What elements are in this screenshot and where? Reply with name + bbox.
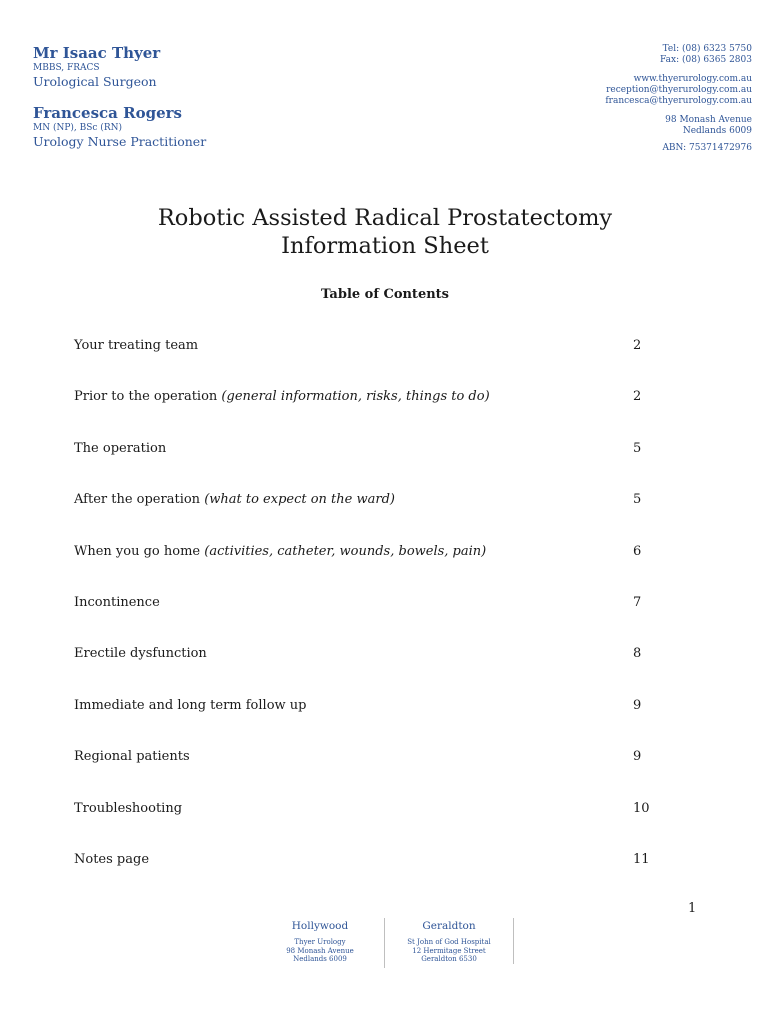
toc-entry-label: Incontinence xyxy=(74,594,160,610)
toc-entry[interactable] xyxy=(74,746,654,797)
toc-entry-label: Regional patients xyxy=(74,749,190,765)
contact-address-line1: 98 Monash Avenue xyxy=(665,115,752,125)
toc-entry-label: When you go home (activities, catheter, wounds, bowels, pain) xyxy=(74,543,487,559)
toc-entry-page: 5 xyxy=(633,440,642,456)
toc-entry[interactable] xyxy=(74,489,654,540)
toc-entry-page: 6 xyxy=(633,543,642,559)
contact-tel: Tel: (08) 6323 5750 xyxy=(662,44,752,54)
surgeon-name: Mr Isaac Thyer xyxy=(33,44,161,62)
toc-entry-page: 10 xyxy=(633,800,650,816)
surgeon-credentials: MBBS, FRACS xyxy=(33,63,100,73)
nurse-role: Urology Nurse Practitioner xyxy=(33,134,207,149)
table-of-contents xyxy=(74,335,654,900)
toc-entry-page: 7 xyxy=(633,594,642,610)
toc-entry-page: 2 xyxy=(633,389,642,405)
header-practitioners xyxy=(33,44,333,150)
toc-entry-label: Troubleshooting xyxy=(74,800,183,816)
toc-heading: Table of Contents xyxy=(321,287,449,302)
toc-entry-label: Erectile dysfunction xyxy=(74,646,207,662)
nurse-name: Francesca Rogers xyxy=(33,104,182,122)
toc-entry-label: Prior to the operation (general information, risks, things to do) xyxy=(74,389,490,405)
toc-entry[interactable] xyxy=(74,438,654,489)
surgeon-role: Urological Surgeon xyxy=(33,74,157,89)
location-name: Geraldton xyxy=(422,920,476,932)
toc-entry-page: 9 xyxy=(633,749,642,765)
toc-entry[interactable] xyxy=(74,386,654,437)
toc-entry[interactable] xyxy=(74,541,654,592)
location-name: Hollywood xyxy=(291,920,349,932)
toc-entry-label: Notes page xyxy=(74,851,150,867)
location-address: Thyer Urology 98 Monash Avenue Nedlands 6009 xyxy=(286,938,354,963)
toc-entry[interactable] xyxy=(74,695,654,746)
contact-website[interactable]: www.thyerurology.com.au xyxy=(633,74,752,84)
toc-entry-label: Your treating team xyxy=(74,338,199,353)
toc-entry[interactable] xyxy=(74,849,654,900)
title-line-1: Robotic Assisted Radical Prostatectomy xyxy=(157,205,613,231)
toc-entry[interactable] xyxy=(74,798,654,849)
contact-email-reception[interactable]: reception@thyerurology.com.au xyxy=(606,85,752,95)
toc-entry-page: 8 xyxy=(633,646,642,662)
footer-divider xyxy=(513,918,514,964)
contact-email-francesca[interactable]: francesca@thyerurology.com.au xyxy=(605,96,752,106)
contact-abn: ABN: 75371472976 xyxy=(662,143,752,153)
location-address: St John of God Hospital 12 Hermitage Street Geraldton 6530 xyxy=(407,938,491,963)
toc-entry-page: 9 xyxy=(633,697,642,713)
footer-location-hollywood xyxy=(256,918,385,968)
toc-entry-label: Immediate and long term follow up xyxy=(74,697,307,713)
nurse-credentials: MN (NP), BSc (RN) xyxy=(33,123,122,133)
document-title xyxy=(0,204,770,260)
contact-address-line2: Nedlands 6009 xyxy=(682,126,752,136)
toc-entry[interactable] xyxy=(74,335,654,386)
footer-locations xyxy=(256,918,514,968)
header-contact xyxy=(432,44,752,154)
toc-entry-label: After the operation (what to expect on the ward) xyxy=(74,492,395,508)
contact-fax: Fax: (08) 6365 2803 xyxy=(660,55,752,65)
toc-entry[interactable] xyxy=(74,592,654,643)
toc-entry-page: 2 xyxy=(633,338,642,353)
footer-location-geraldton xyxy=(385,918,513,968)
page-number: 1 xyxy=(688,901,697,916)
toc-entry-page: 11 xyxy=(633,851,650,867)
title-line-2: Information Sheet xyxy=(281,233,489,259)
toc-entry-label: The operation xyxy=(74,440,167,456)
toc-entry[interactable] xyxy=(74,643,654,694)
toc-entry-page: 5 xyxy=(633,492,642,508)
